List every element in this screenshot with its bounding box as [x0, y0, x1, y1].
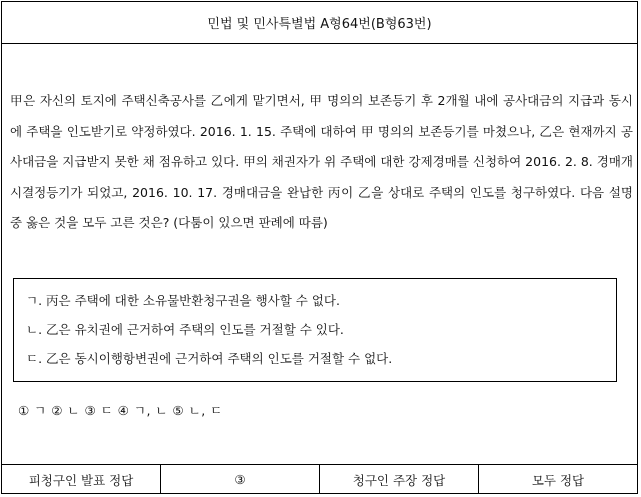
answer-choices: ① ㄱ ② ㄴ ③ ㄷ ④ ㄱ, ㄴ ⑤ ㄴ, ㄷ: [18, 403, 223, 418]
statement-text: 乙은 동시이행항변권에 근거하여 주택의 인도를 거절할 수 없다.: [46, 351, 393, 366]
respondent-answer-value: ③: [161, 465, 320, 494]
statement-item: [26, 351, 392, 367]
statement-item: [26, 322, 344, 338]
statement-label: ㄱ.: [26, 293, 43, 308]
statement-label: ㄴ.: [26, 322, 43, 337]
question-frame: [1, 1, 638, 494]
petitioner-answer-value: 모두 정답: [531, 472, 585, 488]
respondent-answer-label: 피청구인 발표 정답: [2, 465, 161, 494]
statement-label: ㄷ.: [26, 351, 43, 366]
statement-text: 丙은 주택에 대한 소유물반환청구권을 행사할 수 없다.: [46, 293, 340, 308]
statement-box: [13, 278, 617, 382]
petitioner-answer-label: 청구인 주장 정답: [320, 465, 479, 494]
answer-table: [2, 464, 637, 494]
question-text: 甲은 자신의 토지에 주택신축공사를 乙에게 맡기면서, 甲 명의의 보존등기 후 2개월 내에 공사대금의 지급과 동시에 주택을 인도받기로 약정하였다. 2016. 1. 15. 주택에 대하여 甲 명의의 보존등기를 마쳤으나, 乙은 현재까지 공사대금을 지급받지 못한 채 점유하고 있다. 甲의 채권자가 위 주택에 대한 강제경매를 신청하여 2016. 2. 8. 경매개시결정등기가 되었고, 2016. 10. 17. 경매대금을 완납한 丙이 乙을 상대로 주택의 인도를 청구하였다. 다음 설명 중 옳은 것을 모두 고른 것은? (다툼이 있으면 판례에 따름): [10, 93, 633, 230]
statement-text: 乙은 유치권에 근거하여 주택의 인도를 거절할 수 있다.: [46, 322, 344, 337]
page-title: 민법 및 민사특별법 A형64번(B형63번): [2, 2, 637, 44]
statement-item: [26, 293, 340, 309]
